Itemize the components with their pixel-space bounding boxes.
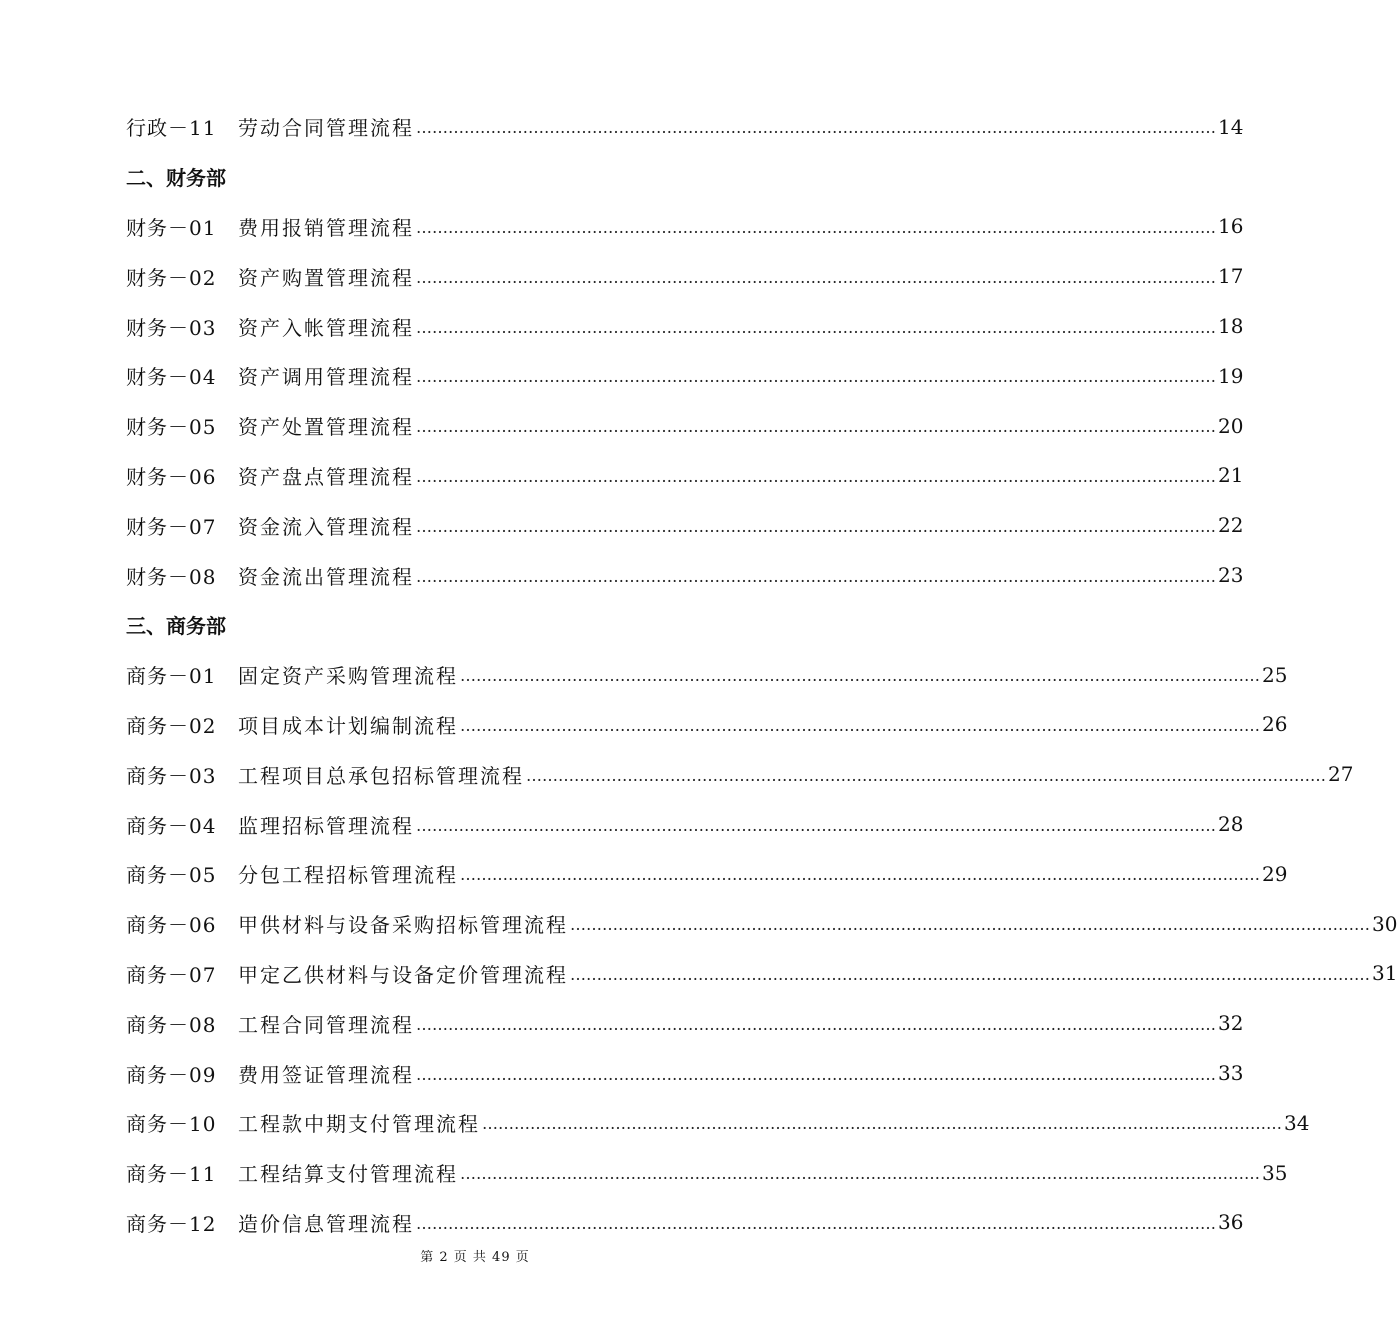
toc-dot-leader: …………………………………………………………………………………………………………………………………… — [570, 915, 1370, 935]
toc-entry-page-number: 32 — [1218, 1011, 1244, 1036]
toc-dot-leader: …………………………………………………………………………………………………………………………………… — [526, 765, 1326, 785]
toc-entry-page-number: 16 — [1218, 214, 1244, 239]
toc-entry-title: 资金流入管理流程 — [238, 514, 414, 539]
toc-dot-leader: …………………………………………………………………………………………………………………………………… — [416, 267, 1216, 287]
toc-entry-page-number: 19 — [1218, 363, 1244, 388]
toc-entry — [126, 251, 1244, 301]
section-heading-text: 三、商务部 — [126, 614, 226, 639]
toc-entry-page-number: 31 — [1372, 961, 1397, 986]
toc-entry — [126, 749, 1354, 799]
toc-entry-title: 资产入帐管理流程 — [238, 315, 414, 340]
toc-entry-title: 项目成本计划编制流程 — [238, 713, 458, 738]
toc-entry — [126, 202, 1244, 252]
toc-entry-title: 固定资产采购管理流程 — [238, 664, 458, 689]
toc-entry — [126, 1098, 1310, 1148]
toc-entry-page-number: 22 — [1218, 513, 1244, 538]
toc-dot-leader: …………………………………………………………………………………………………………………………………… — [416, 417, 1216, 437]
toc-entry — [126, 500, 1244, 550]
toc-entry-page-number: 25 — [1262, 662, 1288, 687]
toc-dot-leader: …………………………………………………………………………………………………………………………………… — [416, 1213, 1216, 1233]
toc-entry-page-number: 26 — [1262, 712, 1288, 737]
toc-entry — [126, 1048, 1244, 1098]
toc-entry-code: 财务－07 — [126, 514, 217, 539]
toc-entry-page-number: 36 — [1218, 1210, 1244, 1235]
toc-dot-leader: …………………………………………………………………………………………………………………………………… — [416, 516, 1216, 536]
toc-entry-code: 商务－12 — [126, 1211, 217, 1236]
toc-entry-code: 商务－08 — [126, 1012, 217, 1037]
toc-entry-code: 财务－06 — [126, 464, 217, 489]
toc-dot-leader: …………………………………………………………………………………………………………………………………… — [482, 1114, 1282, 1134]
toc-entry-code: 商务－10 — [126, 1112, 217, 1137]
toc-entry — [126, 102, 1244, 152]
toc-entry-title: 资产调用管理流程 — [238, 365, 414, 390]
toc-entry-page-number: 33 — [1218, 1061, 1244, 1086]
toc-entry-title: 工程款中期支付管理流程 — [238, 1112, 480, 1137]
toc-entry — [126, 351, 1244, 401]
toc-entry-code: 商务－11 — [126, 1162, 217, 1187]
toc-entry — [126, 550, 1244, 600]
toc-entry-page-number: 14 — [1218, 114, 1244, 139]
toc-entry-page-number: 29 — [1262, 861, 1288, 886]
toc-entry-page-number: 30 — [1372, 911, 1397, 936]
toc-entry-title: 资金流出管理流程 — [238, 564, 414, 589]
toc-entry-page-number: 20 — [1218, 413, 1244, 438]
toc-entry-page-number: 35 — [1262, 1160, 1288, 1185]
toc-entry-code: 财务－03 — [126, 315, 217, 340]
toc-entry-code: 财务－01 — [126, 215, 217, 240]
toc-entry-code: 财务－08 — [126, 564, 217, 589]
toc-entry-code: 财务－02 — [126, 265, 217, 290]
toc-entry-title: 工程项目总承包招标管理流程 — [238, 763, 524, 788]
toc-entry-code: 商务－01 — [126, 664, 217, 689]
toc-entry-code: 商务－03 — [126, 763, 217, 788]
toc-entry-title: 工程结算支付管理流程 — [238, 1162, 458, 1187]
table-of-contents — [126, 102, 1397, 1247]
toc-entry-page-number: 17 — [1218, 264, 1244, 289]
toc-entry-code: 商务－02 — [126, 713, 217, 738]
toc-entry-code: 商务－07 — [126, 962, 217, 987]
toc-entry-title: 资产处置管理流程 — [238, 415, 414, 440]
toc-dot-leader: …………………………………………………………………………………………………………………………………… — [416, 367, 1216, 387]
toc-dot-leader: …………………………………………………………………………………………………………………………………… — [460, 865, 1260, 885]
page-footer: 第 2 页 共 49 页 — [420, 1250, 530, 1265]
toc-dot-leader: …………………………………………………………………………………………………………………………………… — [570, 964, 1370, 984]
section-heading — [126, 152, 818, 202]
toc-dot-leader: …………………………………………………………………………………………………………………………………… — [416, 317, 1216, 337]
toc-entry — [126, 998, 1244, 1048]
toc-entry-title: 工程合同管理流程 — [238, 1012, 414, 1037]
toc-entry-page-number: 27 — [1328, 762, 1354, 787]
toc-entry — [126, 650, 1288, 700]
toc-entry-page-number: 28 — [1218, 812, 1244, 837]
toc-dot-leader: …………………………………………………………………………………………………………………………………… — [416, 217, 1216, 237]
toc-entry-code: 商务－05 — [126, 863, 217, 888]
toc-entry-title: 造价信息管理流程 — [238, 1211, 414, 1236]
toc-entry — [126, 301, 1244, 351]
toc-dot-leader: …………………………………………………………………………………………………………………………………… — [416, 466, 1216, 486]
toc-entry-title: 甲供材料与设备采购招标管理流程 — [238, 913, 568, 938]
toc-entry-title: 费用签证管理流程 — [238, 1062, 414, 1087]
toc-entry — [126, 1198, 1244, 1248]
toc-entry — [126, 451, 1244, 501]
toc-entry-code: 财务－04 — [126, 365, 217, 390]
toc-entry-title: 甲定乙供材料与设备定价管理流程 — [238, 962, 568, 987]
toc-entry-title: 劳动合同管理流程 — [238, 116, 414, 141]
toc-entry-title: 监理招标管理流程 — [238, 813, 414, 838]
toc-entry-title: 资产购置管理流程 — [238, 265, 414, 290]
toc-entry-title: 费用报销管理流程 — [238, 215, 414, 240]
section-heading — [126, 600, 818, 650]
toc-entry-page-number: 18 — [1218, 314, 1244, 339]
toc-entry — [126, 700, 1288, 750]
toc-entry — [126, 849, 1288, 899]
toc-dot-leader: …………………………………………………………………………………………………………………………………… — [416, 118, 1216, 138]
toc-entry-code: 商务－09 — [126, 1062, 217, 1087]
toc-entry — [126, 799, 1244, 849]
toc-dot-leader: …………………………………………………………………………………………………………………………………… — [460, 666, 1260, 686]
toc-dot-leader: …………………………………………………………………………………………………………………………………… — [460, 1164, 1260, 1184]
toc-entry-code: 商务－06 — [126, 913, 217, 938]
toc-entry — [126, 899, 1397, 949]
toc-entry — [126, 401, 1244, 451]
toc-dot-leader: …………………………………………………………………………………………………………………………………… — [416, 1064, 1216, 1084]
toc-entry-page-number: 34 — [1284, 1110, 1310, 1135]
toc-dot-leader: …………………………………………………………………………………………………………………………………… — [460, 715, 1260, 735]
toc-entry-code: 商务－04 — [126, 813, 217, 838]
toc-entry-page-number: 23 — [1218, 563, 1244, 588]
toc-entry-title: 资产盘点管理流程 — [238, 464, 414, 489]
toc-entry-page-number: 21 — [1218, 463, 1244, 488]
toc-dot-leader: …………………………………………………………………………………………………………………………………… — [416, 1014, 1216, 1034]
toc-entry-title: 分包工程招标管理流程 — [238, 863, 458, 888]
section-heading-text: 二、财务部 — [126, 166, 226, 191]
toc-entry — [126, 949, 1397, 999]
toc-entry-code: 财务－05 — [126, 415, 217, 440]
toc-dot-leader: …………………………………………………………………………………………………………………………………… — [416, 566, 1216, 586]
toc-entry — [126, 1148, 1288, 1198]
toc-dot-leader: …………………………………………………………………………………………………………………………………… — [416, 815, 1216, 835]
toc-entry-code: 行政－11 — [126, 116, 217, 141]
